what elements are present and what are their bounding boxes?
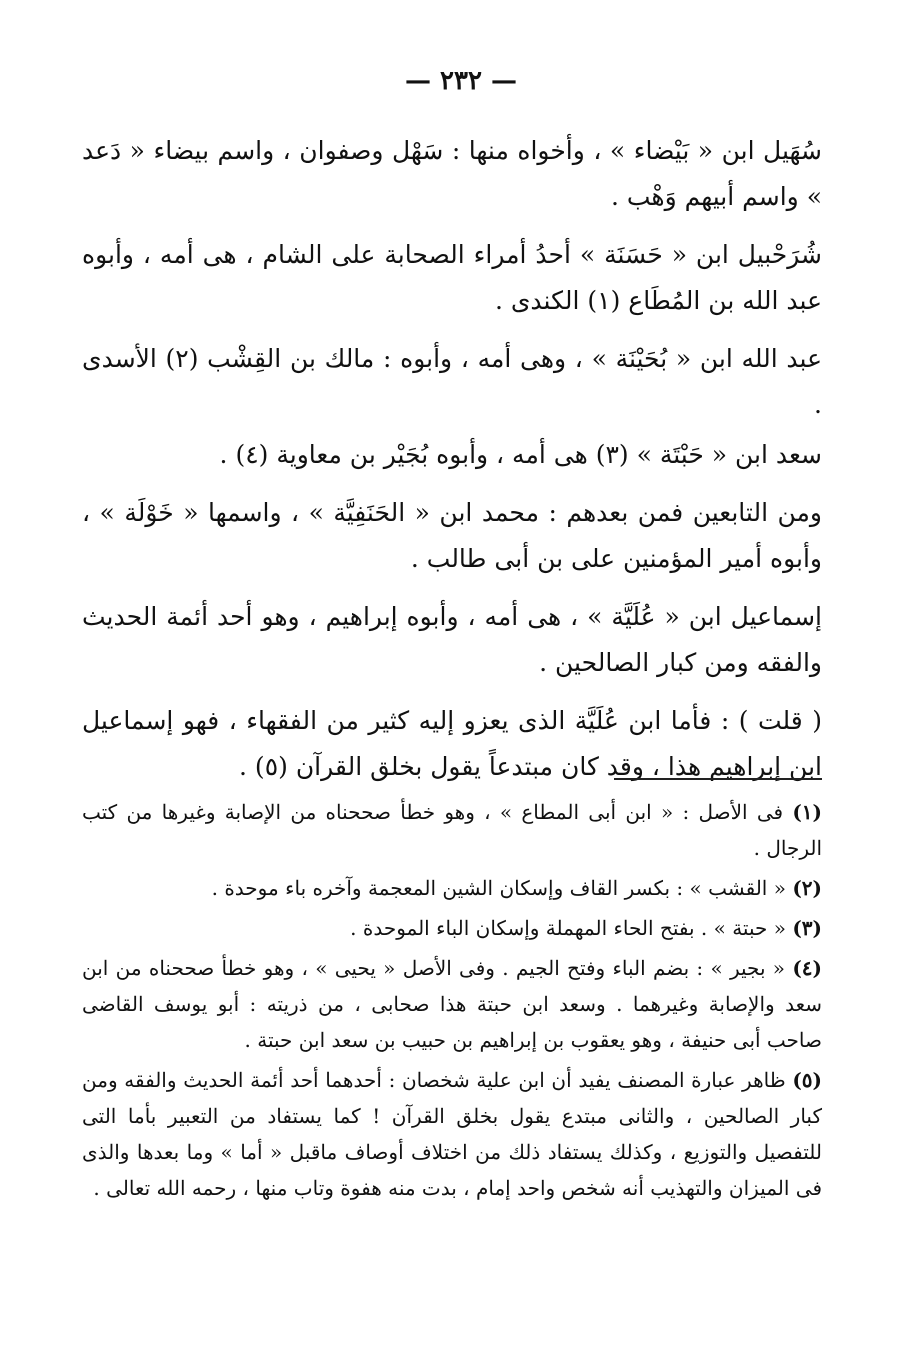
footnote-5 bbox=[82, 1062, 822, 1206]
footnotes bbox=[82, 794, 822, 1210]
footnote-text: فى الأصل : « ابن أبى المطاع » ، وهو خطأ صححناه من الإصابة وغيرها من كتب الرجال . bbox=[82, 800, 822, 860]
footnote-text: « القشب » : بكسر القاف وإسكان الشين المعجمة وآخره باء موحدة . bbox=[211, 876, 786, 900]
footnote-text: « بجير » : بضم الباء وفتح الجيم . وفى الأصل « يحيى » ، وهو خطأ صححناه من ابن سعد والإصابة وغيرهما . وسعد ابن حبتة هذا صحابى ، من ذريته : أبو يوسف القاضى صاحب أبى حنيفة ، وهو يعقوب بن إبراهيم بن حبيب بن سعد ابن حبتة . bbox=[82, 956, 822, 1052]
footnote-3 bbox=[82, 910, 822, 946]
paragraph-shurahbil: شُرَحْبيل ابن « حَسَنَة » أحدُ أمراء الصحابة على الشام ، هى أمه ، وأبوه عبد الله بن المُطَاع (١) الكندى . bbox=[82, 240, 822, 315]
footnote-text: ظاهر عبارة المصنف يفيد أن ابن علية شخصان : أحدهما أحد أئمة الحديث والفقه ومن كبار الصالحين ، والثانى مبتدع يقول بخلق القرآن ! كما يستفاد من التعبير بأما التى للتفصيل والتوزيع ، وكذلك يستفاد ذلك من اختلاف أوصاف ماقبل « أما » وما بعدها والذى فى الميزان والتهذيب أنه شخص واحد إمام ، بدت منه هفوة وتاب منها ، رحمه الله تعالى . bbox=[82, 1068, 822, 1200]
footnote-number: (٤) bbox=[792, 956, 822, 980]
paragraph-abdullah-buhayna: عبد الله ابن « بُحَيْنَة » ، وهى أمه ، وأبوه : مالك بن القِشْب (٢) الأسدى . bbox=[82, 344, 822, 419]
footnote-2 bbox=[82, 870, 822, 906]
footnote-number: (٥) bbox=[792, 1068, 822, 1092]
paragraph-ismail-ulayya: إسماعيل ابن « عُلَيَّة » ، هى أمه ، وأبوه إبراهيم ، وهو أحد أئمة الحديث والفقه ومن كبار الصالحين . bbox=[82, 602, 822, 677]
paragraph-qult: ( قلت ) : فأما ابن عُلَيَّة الذى يعزو إليه كثير من الفقهاء ، فهو إسماعيل ابن إبراهيم هذا ، وقد كان مبتدعاً يقول بخلق القرآن (٥) . bbox=[82, 706, 822, 781]
footnote-number: (٢) bbox=[792, 876, 822, 900]
footnote-divider bbox=[614, 778, 822, 780]
footnote-number: (٣) bbox=[792, 916, 822, 940]
footnote-text: « حبتة » . بفتح الحاء المهملة وإسكان الباء الموحدة . bbox=[350, 916, 786, 940]
paragraph-suhayl: سُهَيل ابن « بَيْضاء » ، وأخواه منها : سَهْل وصفوان ، واسم بيضاء « دَعد » واسم أبيهم وَهْب . bbox=[82, 136, 822, 211]
page-number: — ٢٣٢ — bbox=[404, 66, 518, 96]
paragraph-ibn-hanafiyya: ومن التابعين فمن بعدهم : محمد ابن « الحَنَفِيَّة » ، واسمها « خَوْلَة » ، وأبوه أمير المؤمنين على بن أبى طالب . bbox=[82, 498, 822, 573]
main-text bbox=[82, 128, 822, 802]
paragraph-saad-habta: سعد ابن « حَبْتَة » (٣) هى أمه ، وأبوه بُجَيْر بن معاوية (٤) . bbox=[219, 440, 822, 469]
footnote-number: (١) bbox=[792, 800, 822, 824]
footnote-1 bbox=[82, 794, 822, 866]
footnote-4 bbox=[82, 950, 822, 1058]
